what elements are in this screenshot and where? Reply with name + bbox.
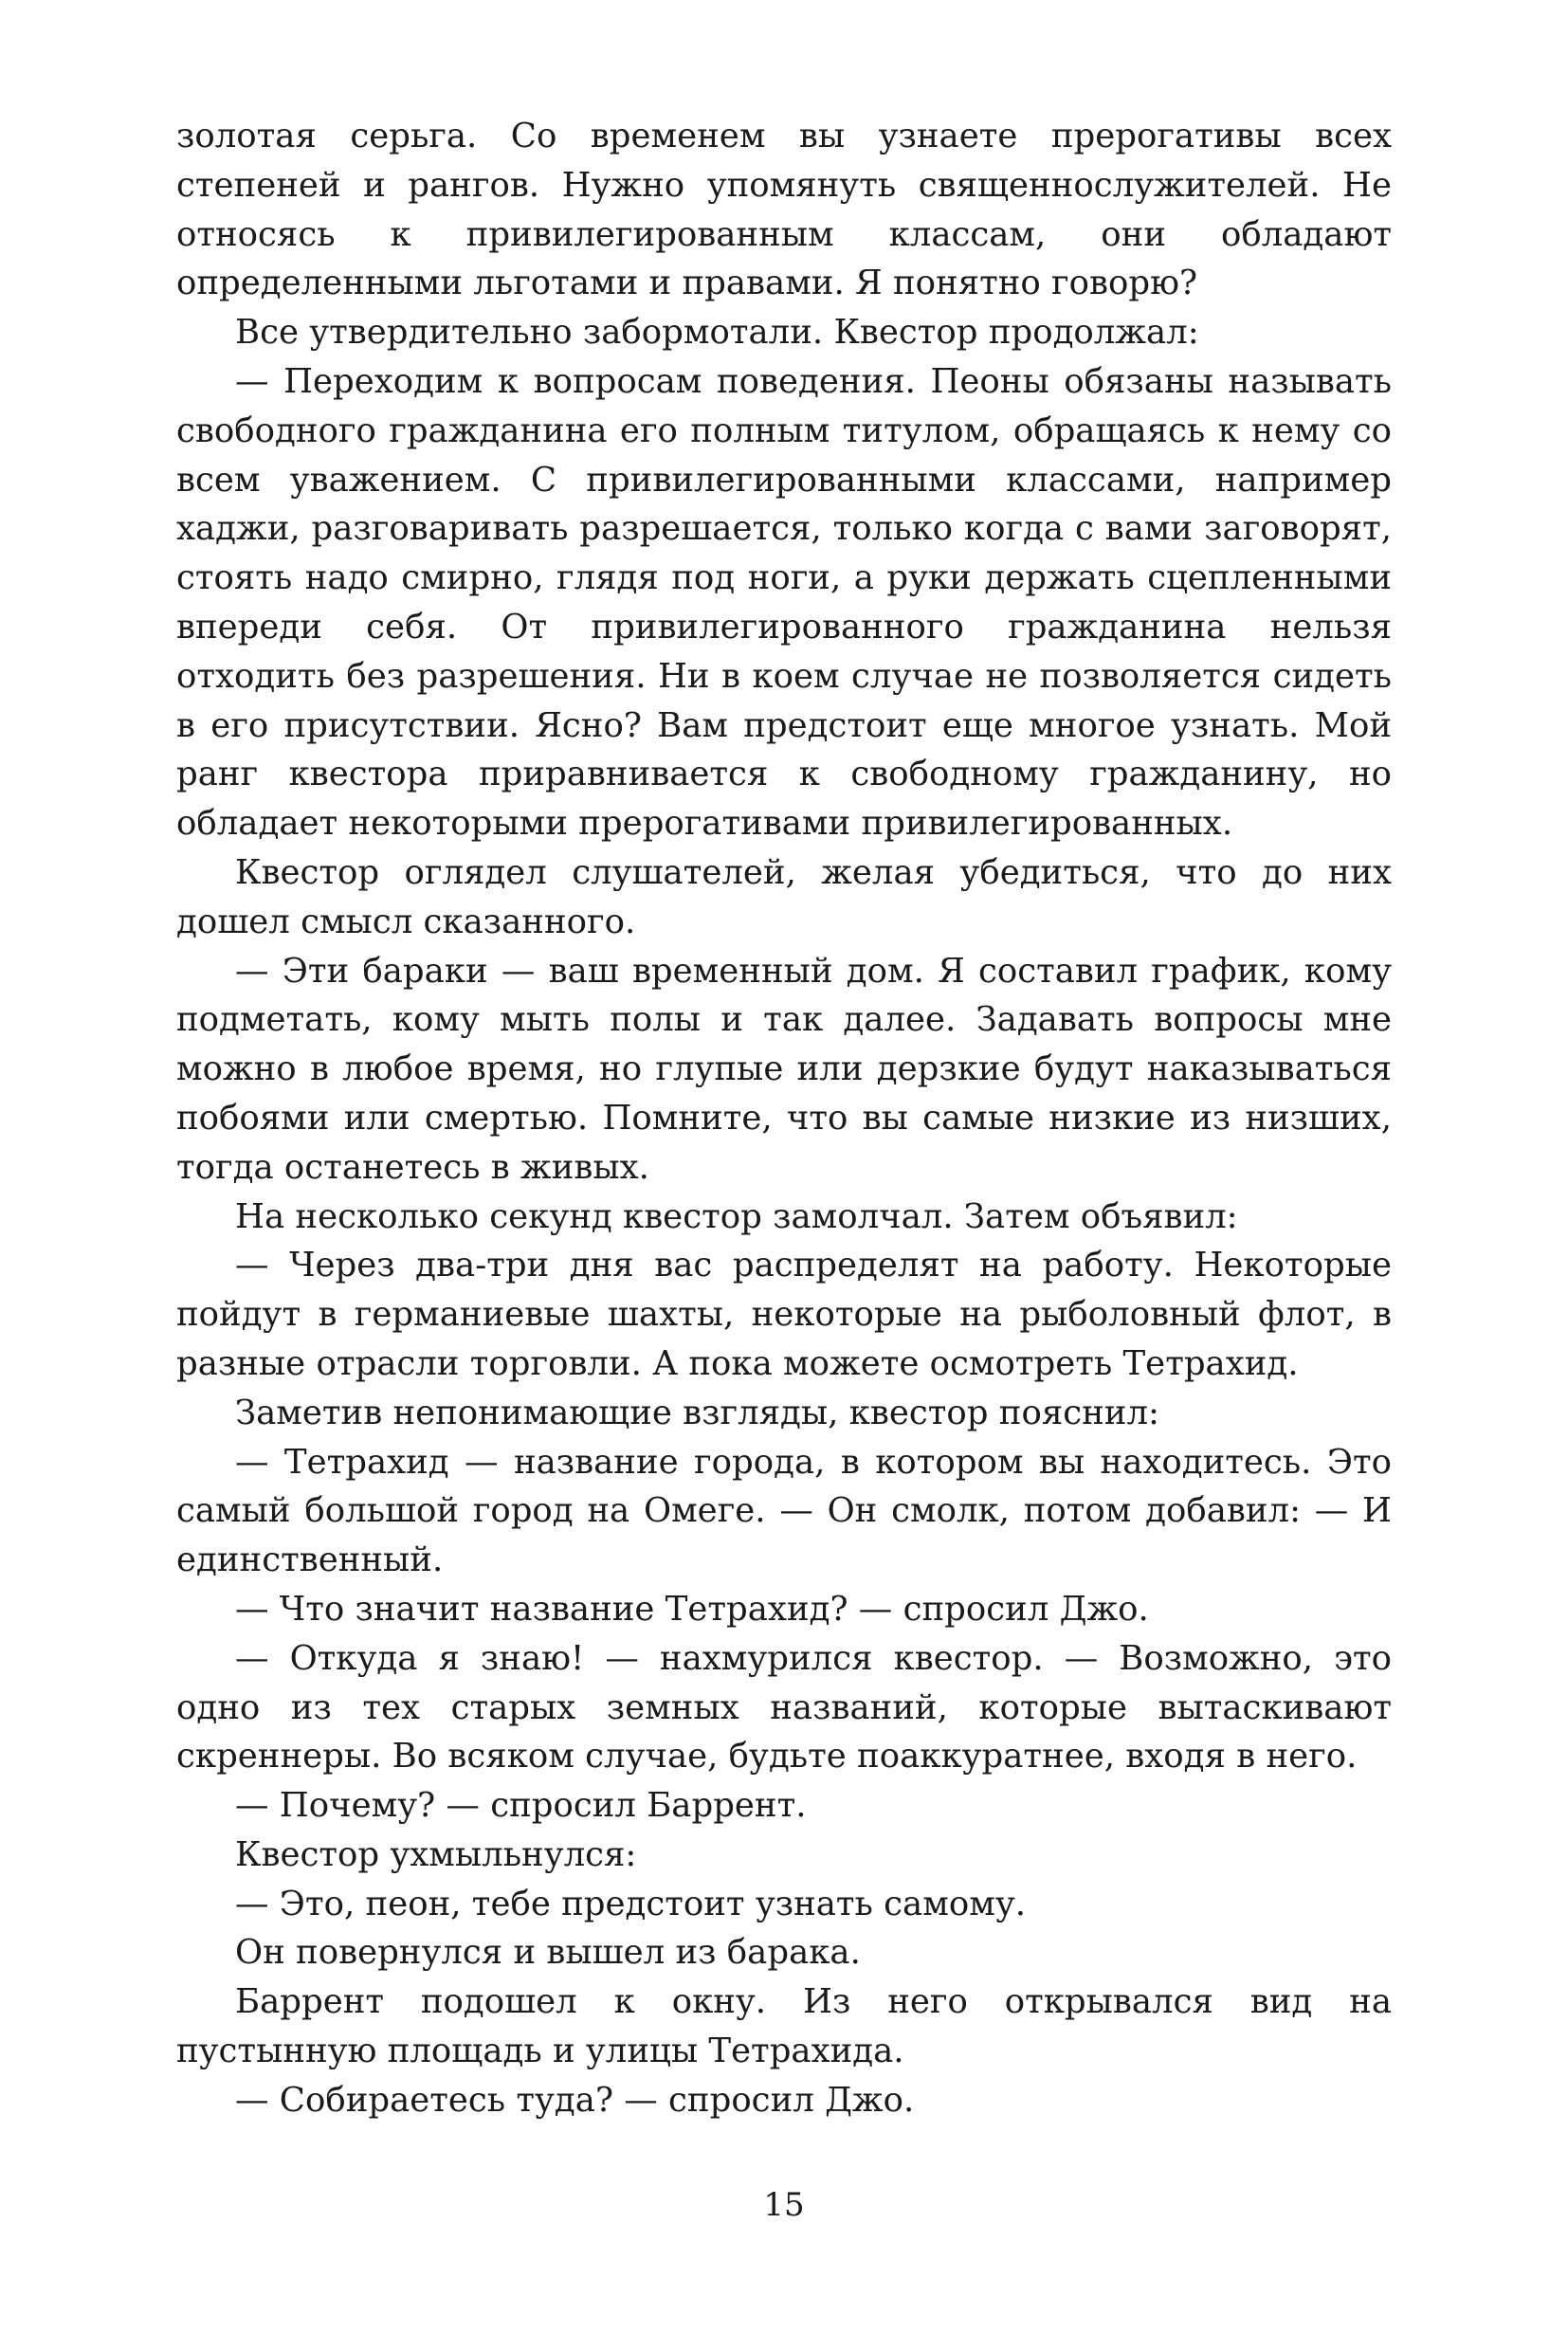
paragraph: Квестор ухмыльнулся: — [235, 1834, 637, 1874]
paragraph: — Эти бараки — ваш временный дом. Я составил график, кому подметать, кому мыть полы и так далее. Задавать вопросы мне можно в любое время, но глупые или дерзкие будут наказываться побоями или смертью. Помните, что вы самые низкие из низших, тогда останетесь в живых. — [176, 951, 1392, 1187]
paragraph: — Переходим к вопросам поведения. Пеоны обязаны называть свободного гражданина его полным титулом, обращаясь к нему со всем уважением. С привилегированными классами, например хаджи, разговаривать разрешается, только когда с вами заговорят, стоять надо смирно, глядя под ноги, а руки держать сцепленными впереди себя. От привилегированного гражданина нельзя отходить без разрешения. Ни в коем случае не позволяется сидеть в его присутствии. Ясно? Вам предстоит еще многое узнать. Мой ранг квестора приравнивается к свободному гражданину, но обладает некоторыми прерогативами привилегированных. — [176, 361, 1392, 844]
paragraph: — Что значит название Тетрахид? — спросил Джо. — [235, 1589, 1149, 1629]
paragraph: — Через два-три дня вас распределят на работу. Некоторые пойдут в германиевые шахты, некоторые на рыболовный флот, в разные отрасли торговли. А пока можете осмотреть Тетрахид. — [176, 1246, 1392, 1383]
page-number: 15 — [763, 2186, 805, 2224]
paragraph: Квестор оглядел слушателей, желая убедиться, что до них дошел смысл сказанного. — [176, 852, 1392, 941]
paragraph: — Это, пеон, тебе предстоит узнать самому. — [235, 1884, 1026, 1923]
paragraph: золотая серьга. Со временем вы узнаете прерогативы всех степеней и рангов. Нужно упомянуть священнослужителей. Не относясь к привилегированным классам, они обладают определенными льготами и правами. Я понятно говорю? — [176, 117, 1392, 303]
paragraph: Заметив непонимающие взгляды, квестор пояснил: — [235, 1393, 1159, 1432]
paragraph: Баррент подошел к окну. Из него открывался вид на пустынную площадь и улицы Тетрахида. — [176, 1982, 1392, 2071]
paragraph: На несколько секунд квестор замолчал. Затем объявил: — [235, 1196, 1238, 1236]
paragraph: — Собираетесь туда? — спросил Джо. — [235, 2080, 915, 2120]
paragraph: Он повернулся и вышел из барака. — [235, 1933, 861, 1973]
paragraph: Все утвердительно забормотали. Квестор продолжал: — [235, 313, 1199, 353]
paragraph: — Тетрахид — название города, в котором вы находитесь. Это самый большой город на Омеге. — Он смолк, потом добавил: — И единственный. — [176, 1442, 1392, 1580]
body-text — [176, 112, 1392, 2125]
paragraph: — Почему? — спросил Баррент. — [235, 1786, 807, 1826]
paragraph: — Откуда я знаю! — нахмурился квестор. — Возможно, это одно из тех старых земных названий, которые вытаскивают скреннеры. Во всяком случае, будьте поаккуратнее, входя в него. — [176, 1638, 1392, 1777]
